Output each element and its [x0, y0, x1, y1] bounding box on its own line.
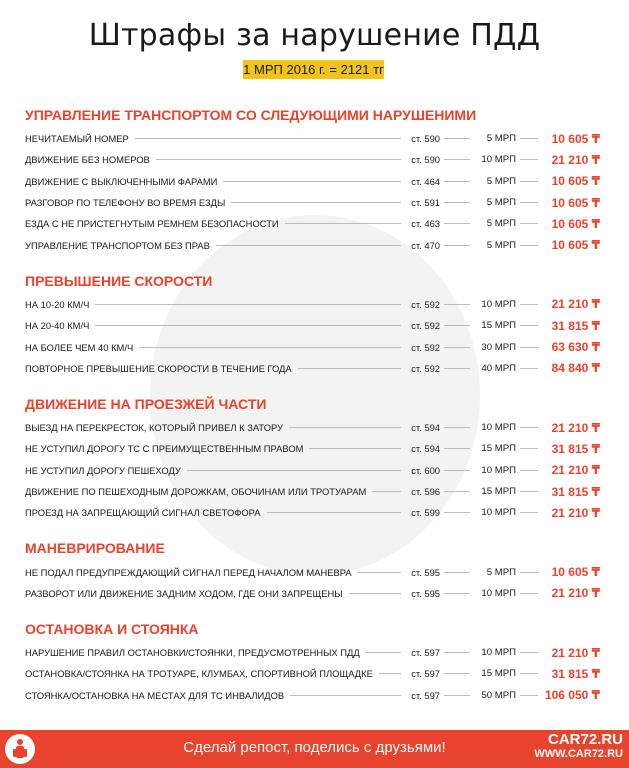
violation-name: ДВИЖЕНИЕ ПО ПЕШЕХОДНЫМ ДОРОЖКАМ, ОБОЧИНАМ ИЛИ ТРОТУАРАМ	[25, 486, 367, 497]
article-number: ст. 592	[411, 298, 440, 310]
fine-row	[25, 234, 600, 255]
leader-line	[520, 695, 538, 696]
fine-row	[25, 481, 600, 502]
leader-line	[444, 347, 470, 348]
leader-line	[444, 593, 470, 594]
fine-row	[25, 460, 600, 481]
leader-line	[520, 427, 538, 428]
leader-line	[349, 593, 401, 594]
leader-line	[444, 512, 470, 513]
leader-line	[520, 181, 538, 182]
leader-line	[231, 202, 401, 203]
violation-name: НЕ УСТУПИЛ ДОРОГУ ПЕШЕХОДУ	[25, 464, 181, 476]
fine-amount: 31 815 ₸	[551, 484, 600, 499]
violation-name: ДВИЖЕНИЕ БЕЗ НОМЕРОВ	[25, 154, 150, 166]
leader-line	[267, 512, 401, 513]
fine-row	[25, 171, 600, 192]
leader-line	[520, 368, 538, 369]
leader-line	[95, 304, 401, 305]
article-number: ст. 596	[411, 486, 440, 497]
leader-line	[520, 470, 538, 471]
fine-amount: 31 815 ₸	[551, 318, 600, 333]
mrp-count: 10 МРП	[481, 647, 516, 659]
fine-amount: 31 815 ₸	[551, 666, 600, 681]
fine-amount: 21 210 ₸	[551, 152, 600, 167]
share-call-to-action[interactable]: Сделай репост, поделись с друзьями!	[183, 739, 446, 756]
leader-line	[520, 159, 538, 160]
leader-line	[187, 470, 401, 471]
article-number: ст. 599	[411, 507, 440, 519]
leader-line	[444, 304, 470, 305]
fine-row	[25, 192, 600, 213]
leader-line	[444, 470, 470, 471]
violation-name: НЕ ПОДАЛ ПРЕДУПРЕЖДАЮЩИЙ СИГНАЛ ПЕРЕД НАЧАЛОМ МАНЕВРА	[25, 566, 352, 578]
leader-line	[289, 427, 401, 428]
leader-line	[309, 448, 401, 449]
fine-row	[25, 149, 600, 170]
leader-line	[444, 572, 470, 573]
mrp-count: 50 МРП	[481, 689, 516, 701]
article-number: ст. 595	[411, 566, 440, 578]
section	[25, 616, 600, 706]
article-number: ст. 590	[411, 154, 440, 166]
leader-line	[95, 325, 401, 326]
mrp-count: 5 МРП	[486, 218, 516, 230]
leader-line	[444, 325, 470, 326]
mrp-count: 10 МРП	[481, 154, 516, 166]
article-number: ст. 595	[411, 587, 440, 599]
leader-line	[444, 368, 470, 369]
mrp-count: 5 МРП	[486, 175, 516, 187]
leader-line	[444, 427, 470, 428]
leader-line	[520, 325, 538, 326]
violation-name: УПРАВЛЕНИЕ ТРАНСПОРТОМ БЕЗ ПРАВ	[25, 239, 210, 251]
fine-amount: 10 605 ₸	[551, 195, 600, 210]
leader-line	[444, 245, 470, 246]
article-number: ст. 463	[411, 218, 440, 230]
fine-amount: 106 050 ₸	[544, 688, 600, 703]
leader-line	[520, 572, 538, 573]
leader-line	[285, 223, 401, 224]
leader-line	[520, 202, 538, 203]
leader-line	[372, 491, 401, 492]
section-title: МАНЕВРИРОВАНИЕ	[25, 540, 165, 557]
fine-row	[25, 417, 600, 438]
violation-name: НЕ УСТУПИЛ ДОРОГУ ТС С ПРЕИМУЩЕСТВЕННЫМ ПРАВОМ	[25, 443, 304, 455]
mrp-count: 40 МРП	[481, 362, 516, 374]
article-number: ст. 592	[411, 320, 440, 332]
fines-list	[25, 96, 600, 718]
article-number: ст. 592	[411, 341, 440, 353]
fine-amount: 10 605 ₸	[551, 238, 600, 253]
site-url: WWW.CAR72.RU	[534, 748, 623, 760]
fine-amount: 84 840 ₸	[551, 361, 600, 376]
article-number: ст. 597	[411, 668, 440, 680]
fine-row	[25, 663, 600, 684]
mrp-count: 5 МРП	[486, 566, 516, 578]
fine-amount: 10 605 ₸	[551, 174, 600, 189]
violation-name: ВЫЕЗД НА ПЕРЕКРЕСТОК, КОТОРЫЙ ПРИВЕЛ К ЗАТОРУ	[25, 422, 284, 434]
article-number: ст. 600	[411, 464, 440, 476]
mrp-count: 5 МРП	[486, 133, 516, 145]
leader-line	[135, 138, 401, 139]
violation-name: ПРОЕЗД НА ЗАПРЕЩАЮЩИЙ СИГНАЛ СВЕТОФОРА	[25, 507, 261, 519]
leader-line	[298, 368, 401, 369]
article-number: ст. 597	[411, 647, 440, 659]
article-number: ст. 591	[411, 197, 440, 209]
article-number: ст. 464	[411, 175, 440, 187]
fine-row	[25, 583, 600, 604]
violation-name: НАРУШЕНИЕ ПРАВИЛ ОСТАНОВКИ/СТОЯНКИ, ПРЕДУСМОТРЕННЫХ ПДД	[25, 647, 360, 659]
leader-line	[444, 448, 470, 449]
leader-line	[223, 181, 401, 182]
fine-row	[25, 685, 600, 706]
leader-line	[520, 304, 538, 305]
violation-name: НА 10-20 КМ/Ч	[25, 298, 90, 310]
section-title: ПРЕВЫШЕНИЕ СКОРОСТИ	[25, 272, 213, 289]
site-watermark	[534, 733, 623, 761]
leader-line	[520, 138, 538, 139]
violation-name: РАЗГОВОР ПО ТЕЛЕФОНУ ВО ВРЕМЯ ЕЗДЫ	[25, 197, 226, 209]
leader-line	[444, 223, 470, 224]
mrp-count: 15 МРП	[481, 443, 516, 455]
leader-line	[444, 202, 470, 203]
mrp-count: 5 МРП	[486, 197, 516, 209]
leader-line	[290, 695, 401, 696]
fine-row	[25, 213, 600, 234]
leader-line	[444, 652, 470, 653]
fine-amount: 21 210 ₸	[551, 505, 600, 520]
leader-line	[366, 652, 401, 653]
section-title: УПРАВЛЕНИЕ ТРАНСПОРТОМ СО СЛЕДУЮЩИМИ НАРУШЕНИМИ	[25, 107, 477, 123]
fine-row	[25, 438, 600, 459]
mrp-count: 10 МРП	[481, 507, 516, 519]
leader-line	[444, 695, 470, 696]
article-number: ст. 592	[411, 362, 440, 374]
fine-amount: 21 210 ₸	[551, 645, 600, 660]
leader-line	[444, 159, 470, 160]
section-title: ДВИЖЕНИЕ НА ПРОЕЗЖЕЙ ЧАСТИ	[25, 395, 267, 412]
leader-line	[444, 181, 470, 182]
page-title: Штрафы за нарушение ПДД	[88, 18, 541, 53]
leader-line	[520, 347, 538, 348]
article-number: ст. 470	[411, 239, 440, 251]
footer-bar	[0, 730, 629, 768]
violation-name: ДВИЖЕНИЕ С ВЫКЛЮЧЕННЫМИ ФАРАМИ	[25, 175, 218, 187]
leader-line	[520, 652, 538, 653]
leader-line	[520, 491, 538, 492]
article-number: ст. 594	[411, 422, 440, 434]
section	[25, 535, 600, 604]
fine-amount: 63 630 ₸	[551, 340, 600, 355]
leader-line	[444, 491, 470, 492]
fine-amount: 21 210 ₸	[551, 297, 600, 312]
mrp-count: 15 МРП	[481, 486, 516, 497]
article-number: ст. 597	[411, 689, 440, 701]
violation-name: ПОВТОРНОЕ ПРЕВЫШЕНИЕ СКОРОСТИ В ТЕЧЕНИЕ ГОДА	[25, 362, 292, 374]
violation-name: ЕЗДА С НЕ ПРИСТЕГНУТЫМ РЕМНЕМ БЕЗОПАСНОСТИ	[25, 218, 279, 230]
leader-line	[520, 245, 538, 246]
violation-name: НЕЧИТАЕМЫЙ НОМЕР	[25, 133, 129, 145]
fine-amount: 21 210 ₸	[551, 586, 600, 601]
leader-line	[216, 245, 401, 246]
fine-row	[25, 561, 600, 582]
fine-row	[25, 336, 600, 357]
violation-name: РАЗВОРОТ ИЛИ ДВИЖЕНИЕ ЗАДНИМ ХОДОМ, ГДЕ ОНИ ЗАПРЕЩЕНЫ	[25, 587, 343, 599]
section	[25, 268, 600, 379]
mrp-count: 10 МРП	[481, 422, 516, 434]
fine-row	[25, 642, 600, 663]
mrp-count: 15 МРП	[481, 320, 516, 332]
leader-line	[520, 448, 538, 449]
site-name: CAR72.RU	[547, 731, 623, 748]
mrp-count: 5 МРП	[486, 239, 516, 251]
violation-name: НА 20-40 КМ/Ч	[25, 320, 90, 332]
leader-line	[379, 673, 401, 674]
section	[25, 102, 600, 256]
fine-amount: 21 210 ₸	[551, 463, 600, 478]
leader-line	[520, 223, 538, 224]
article-number: ст. 590	[411, 133, 440, 145]
leader-line	[358, 572, 401, 573]
fine-amount: 10 605 ₸	[551, 216, 600, 231]
fine-amount: 21 210 ₸	[551, 420, 600, 435]
mrp-count: 10 МРП	[481, 587, 516, 599]
rate-badge: 1 МРП 2016 г. = 2121 тг	[243, 62, 384, 77]
leader-line	[444, 673, 470, 674]
section	[25, 391, 600, 523]
leader-line	[520, 673, 538, 674]
leader-line	[139, 347, 401, 348]
violation-name: СТОЯНКА/ОСТАНОВКА НА МЕСТАХ ДЛЯ ТС ИНВАЛИДОВ	[25, 689, 285, 701]
mrp-count: 30 МРП	[481, 341, 516, 353]
leader-line	[520, 593, 538, 594]
mrp-count: 15 МРП	[481, 668, 516, 680]
fine-row	[25, 128, 600, 149]
leader-line	[444, 138, 470, 139]
fine-row	[25, 315, 600, 336]
leader-line	[156, 159, 401, 160]
fine-row	[25, 358, 600, 379]
mrp-count: 10 МРП	[481, 298, 516, 310]
article-number: ст. 594	[411, 443, 440, 455]
fine-row	[25, 294, 600, 315]
section-title: ОСТАНОВКА И СТОЯНКА	[25, 621, 199, 638]
fine-amount: 31 815 ₸	[551, 441, 600, 456]
fine-amount: 10 605 ₸	[551, 565, 600, 580]
violation-name: ОСТАНОВКА/СТОЯНКА НА ТРОТУАРЕ, КЛУМБАХ, СПОРТИВНОЙ ПЛОЩАДКЕ	[25, 668, 373, 680]
violation-name: НА БОЛЕЕ ЧЕМ 40 КМ/Ч	[25, 341, 134, 353]
mrp-count: 10 МРП	[481, 464, 516, 476]
fine-amount: 10 605 ₸	[551, 131, 600, 146]
leader-line	[520, 512, 538, 513]
fine-row	[25, 502, 600, 523]
